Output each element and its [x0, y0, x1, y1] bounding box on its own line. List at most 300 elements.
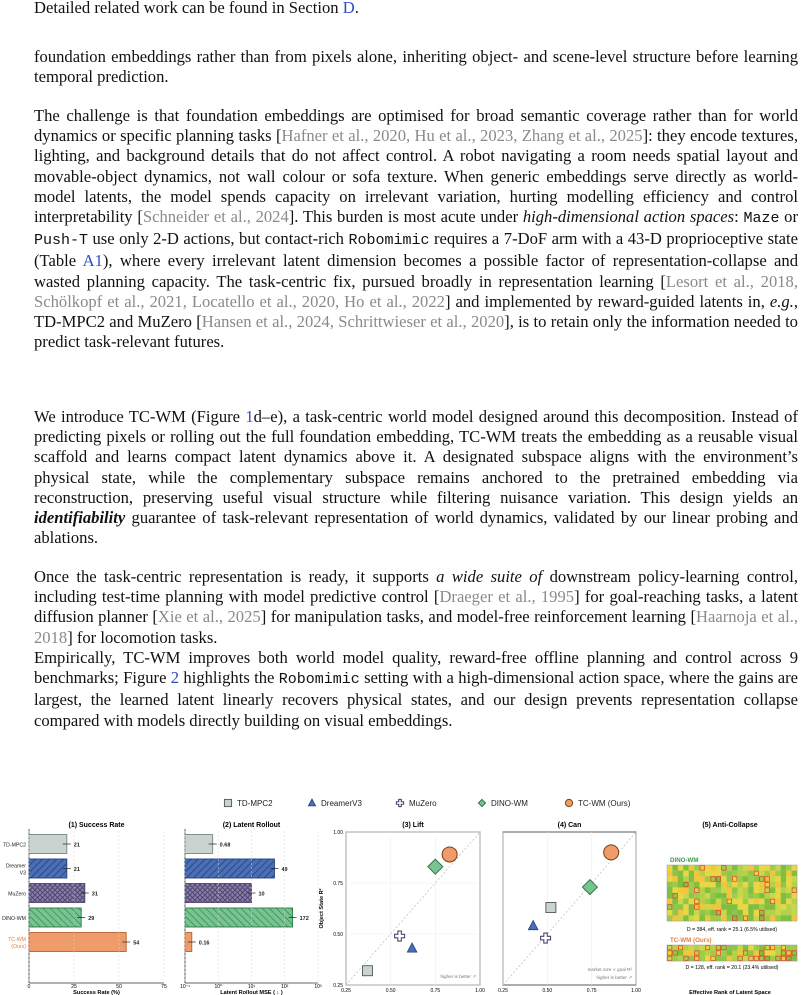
heatmap-cell: [732, 871, 738, 877]
heatmap-cell: [748, 910, 754, 916]
bar: [185, 908, 293, 927]
heatmap-cell: [759, 904, 765, 910]
heatmap-cell: [716, 882, 722, 888]
heatmap-cell: [792, 876, 798, 882]
heatmap-cell: [727, 865, 733, 871]
heatmap-cell: [754, 915, 760, 921]
heatmap-cell: [700, 945, 706, 951]
heatmap-cell: [678, 910, 684, 916]
x-tick-label: 10³: [314, 984, 322, 990]
heatmap-cell: [705, 876, 711, 882]
x-tick-label: 10²: [281, 984, 289, 990]
citation[interactable]: Haarnoja et al., 2018: [34, 607, 798, 647]
heatmap-cell: [786, 899, 792, 905]
heatmap-cell: [754, 904, 760, 910]
paragraph-downstream: Once the task-centric representation is ready, it supports a wide suite of downstream policy-learning control, including test-time planning with model predictive control [Draeger et al., 1995] for goal-reaching tasks, a latent diffusion planner [Xie et al., 2025] for manipulation tasks, and model-free reinforcement learning [Haarnoja et al., 2018] for locomotion tasks.: [34, 567, 798, 647]
heatmap-cell: [678, 956, 684, 962]
table-link[interactable]: A1: [82, 251, 103, 271]
heatmap-cell: [792, 915, 798, 921]
heatmap-cell: [737, 904, 743, 910]
heatmap-cell: [672, 882, 678, 888]
heatmap-cell: [727, 956, 733, 962]
legend-label: TD-MPC2: [237, 799, 273, 808]
heatmap-cell: [721, 893, 727, 899]
figure-link[interactable]: 2: [170, 668, 180, 688]
heatmap-cell: [737, 950, 743, 956]
heatmap-cell: [689, 899, 695, 905]
heatmap-cell: [683, 887, 689, 893]
heatmap-cell: [683, 904, 689, 910]
heatmap-cell: [716, 956, 722, 962]
scatter-point: [528, 921, 538, 930]
heatmap-cell: [743, 956, 749, 962]
scatter-point: [442, 847, 457, 862]
heatmap-cell: [759, 871, 765, 877]
heatmap-cell: [721, 915, 727, 921]
x-tick-label: 10⁰: [214, 984, 223, 990]
heatmap-cell: [770, 865, 776, 871]
heatmap-cell: [732, 893, 738, 899]
heatmap-cell: [770, 950, 776, 956]
heatmap-cell: [672, 887, 678, 893]
heatmap-cell: [727, 945, 733, 951]
heatmap-cell: [716, 899, 722, 905]
heatmap-cell: [727, 910, 733, 916]
category-label: Dreamer: [5, 863, 26, 870]
citation[interactable]: Lesort et al., 2018, Schölkopf et al., 2021, Locatello et al., 2020, Ho et al., 2022: [34, 271, 799, 311]
heatmap-cell: [786, 865, 792, 871]
annotation: higher is better ↗: [596, 975, 632, 980]
heatmap-cell: [743, 887, 749, 893]
scatter-point: [362, 966, 372, 976]
heatmap-cell: [748, 882, 754, 888]
annotation: higher is better ↗: [440, 974, 476, 979]
heatmap-cell: [786, 876, 792, 882]
scatter-point: [428, 859, 443, 874]
heatmap-cell: [700, 887, 706, 893]
heatmap-cell: [710, 915, 716, 921]
heatmap-cell: [737, 945, 743, 951]
category-label: TC-WM: [8, 937, 26, 943]
scatter-point: [604, 845, 619, 860]
heatmap-cell: [678, 893, 684, 899]
heatmap-cell: [683, 865, 689, 871]
heatmap-cell: [748, 899, 754, 905]
heatmap-cell: [754, 865, 760, 871]
heatmap-cell: [775, 887, 781, 893]
heatmap-cell: [781, 904, 787, 910]
heatmap-cell: [754, 945, 760, 951]
heatmap-cell: [710, 904, 716, 910]
heatmap-cell: [781, 876, 787, 882]
legend-label: DreamerV3: [321, 799, 362, 808]
heatmap-cell: [683, 910, 689, 916]
heatmap-cell: [727, 882, 733, 888]
x-tick-label: 0.50: [542, 988, 553, 994]
heatmap-cell: [689, 893, 695, 899]
heatmap-cell: [775, 945, 781, 951]
heatmap-cell: [689, 887, 695, 893]
citation[interactable]: Schneider et al., 2024: [142, 207, 289, 227]
scatter-point: [546, 902, 556, 912]
legend-marker: [565, 799, 572, 806]
heatmap-cell: [754, 876, 760, 882]
x-tick-label: 75: [161, 984, 167, 990]
heatmap-cell: [683, 915, 689, 921]
heatmap-cell: [765, 865, 771, 871]
heatmap-cell: [732, 945, 738, 951]
heatmap-cell: [678, 871, 684, 877]
x-axis-label: Effective Rank of Latent Space: [689, 990, 771, 995]
heatmap-cell: [689, 865, 695, 871]
heatmap-cell: [727, 950, 733, 956]
latent-rollout-chart: [180, 822, 322, 995]
heatmap-cell: [759, 945, 765, 951]
chart-title: (1) Success Rate: [68, 822, 125, 829]
value-label: 10: [258, 891, 265, 898]
heatmap-cell: [683, 876, 689, 882]
heatmap-cell: [694, 882, 700, 888]
heatmap-cell: [678, 915, 684, 921]
heatmap-cell: [748, 865, 754, 871]
heatmap-cell: [710, 871, 716, 877]
bar: [29, 835, 67, 854]
heatmap-cell: [683, 950, 689, 956]
heatmap-cell: [678, 865, 684, 871]
heatmap-cell: [754, 887, 760, 893]
heatmap-cell: [781, 910, 787, 916]
heatmap-cell: [770, 915, 776, 921]
x-tick-label: 25: [71, 984, 77, 990]
y-tick-label: 0.75: [333, 881, 343, 887]
heatmap-cell: [667, 882, 673, 888]
heatmap-cell: [683, 893, 689, 899]
heatmap-cell: [759, 882, 765, 888]
heatmap-cell: [705, 865, 711, 871]
citation[interactable]: Hafner et al., 2020, Hu et al., 2023, Zhang et al., 2025: [281, 126, 643, 146]
heatmap-cell: [678, 950, 684, 956]
heatmap-cell: [705, 899, 711, 905]
x-tick-label: 50: [116, 984, 122, 990]
heatmap-cell: [737, 899, 743, 905]
heatmap-cell: [689, 956, 695, 962]
heatmap-cell: [705, 956, 711, 962]
heatmap-cell: [759, 887, 765, 893]
heatmap-cell: [792, 865, 798, 871]
heatmap-cell: [672, 876, 678, 882]
heatmap-cell: [765, 915, 771, 921]
heatmap-cell: [721, 876, 727, 882]
heatmap-cell: [721, 887, 727, 893]
heatmap-cell: [748, 950, 754, 956]
heatmap-cell: [667, 893, 673, 899]
heatmap-cell: [683, 945, 689, 951]
heatmap-cell: [710, 893, 716, 899]
bar: [29, 933, 126, 952]
heatmap-cell: [694, 910, 700, 916]
heatmap-cell: [678, 899, 684, 905]
figure-link[interactable]: 1: [245, 407, 254, 426]
citation[interactable]: Draeger et al., 1995: [439, 587, 575, 607]
heatmap-cell: [710, 882, 716, 888]
heatmap-cell: [775, 904, 781, 910]
heatmap-cell: [700, 876, 706, 882]
heatmap-cell: [792, 893, 798, 899]
heatmap-cell: [672, 865, 678, 871]
y-tick-label: 1.00: [333, 830, 343, 836]
heatmap-cell: [683, 899, 689, 905]
heatmap-cell: [770, 882, 776, 888]
value-label: 172: [299, 916, 309, 922]
value-label: 49: [281, 867, 288, 873]
heatmap-cell: [748, 893, 754, 899]
heatmap-cell: [786, 887, 792, 893]
heatmap-cell: [667, 899, 673, 905]
heatmap-cell: [743, 899, 749, 905]
category-label: MuZero: [8, 891, 26, 898]
heatmap-cell: [667, 915, 673, 921]
heatmap-cell: [743, 865, 749, 871]
heatmap-cell: [775, 871, 781, 877]
chart-title: (4) Can: [557, 822, 582, 829]
heatmap-cell: [765, 871, 771, 877]
panel-caption: D = 384, eff. rank = 25.1 (6.5% utilised): [686, 927, 778, 933]
value-label: 21: [73, 842, 80, 849]
heatmap-cell: [743, 904, 749, 910]
heatmap-cell: [672, 871, 678, 877]
paragraph-intro-end: foundation embeddings rather than from pixels alone, inheriting object- and scene-level structure before learning temporal prediction.: [34, 47, 798, 87]
heatmap-cell: [689, 915, 695, 921]
bar: [29, 859, 67, 878]
heatmap-cell: [732, 899, 738, 905]
heatmap-cell: [705, 887, 711, 893]
heatmap-cell: [754, 910, 760, 916]
heatmap-cell: [786, 915, 792, 921]
category-label: DINO-WM: [2, 916, 26, 922]
legend-marker: [396, 799, 403, 806]
citation[interactable]: Hansen et al., 2024, Schrittwieser et al., 2020: [201, 312, 505, 332]
heatmap-cell: [700, 893, 706, 899]
x-tick-label: 1.00: [631, 988, 641, 994]
heatmap-cell: [721, 899, 727, 905]
category-label: (Ours): [11, 944, 26, 950]
heatmap-cell: [737, 865, 743, 871]
heatmap-cell: [748, 904, 754, 910]
y-axis-label: Object State R²: [319, 888, 325, 929]
heatmap-cell: [716, 887, 722, 893]
heatmap-cell: [775, 899, 781, 905]
bar: [29, 884, 85, 903]
scatter-point: [407, 943, 417, 952]
heatmap-cell: [786, 945, 792, 951]
heatmap-cell: [700, 910, 706, 916]
heatmap-cell: [727, 893, 733, 899]
panel-label: TC-WM (Ours): [670, 937, 712, 944]
heatmap-cell: [781, 887, 787, 893]
heatmap-cell: [754, 899, 760, 905]
value-label: 0.68: [219, 842, 231, 849]
heatmap-cell: [732, 956, 738, 962]
heatmap-cell: [700, 956, 706, 962]
heatmap-cell: [710, 910, 716, 916]
heatmap-cell: [770, 893, 776, 899]
x-axis-label: Latent Rollout MSE ( ↓ ): [220, 990, 283, 995]
value-label: 0.16: [198, 940, 210, 947]
heatmap-cell: [667, 865, 673, 871]
bar: [185, 835, 213, 854]
heatmap-cell: [737, 882, 743, 888]
heatmap-cell: [716, 915, 722, 921]
heatmap-cell: [732, 910, 738, 916]
heatmap-cell: [672, 945, 678, 951]
heatmap-cell: [792, 956, 798, 962]
y-tick-label: 0.25: [333, 983, 343, 989]
heatmap-cell: [792, 945, 798, 951]
success-rate-chart: [2, 822, 167, 995]
heatmap-cell: [672, 910, 678, 916]
heatmap-cell: [786, 910, 792, 916]
heatmap-cell: [775, 915, 781, 921]
heatmap-cell: [694, 893, 700, 899]
heatmap-cell: [775, 882, 781, 888]
heatmap-cell: [765, 899, 771, 905]
heatmap-cell: [754, 950, 760, 956]
citation[interactable]: Xie et al., 2025: [157, 607, 261, 627]
heatmap-cell: [748, 871, 754, 877]
heatmap-cell: [792, 899, 798, 905]
heatmap-cell: [775, 865, 781, 871]
heatmap-cell: [786, 882, 792, 888]
heatmap-cell: [727, 887, 733, 893]
heatmap-cell: [743, 876, 749, 882]
heatmap-cell: [700, 871, 706, 877]
heatmap-cell: [705, 871, 711, 877]
heatmap-cell: [727, 915, 733, 921]
heatmap-cell: [721, 910, 727, 916]
heatmap-cell: [727, 904, 733, 910]
heatmap-cell: [770, 956, 776, 962]
heatmap-cell: [716, 871, 722, 877]
heatmap-cell: [737, 887, 743, 893]
heatmap-cell: [667, 887, 673, 893]
scatter-point: [395, 931, 405, 941]
heatmap-cell: [700, 904, 706, 910]
heatmap-cell: [705, 882, 711, 888]
heatmap-cell: [743, 882, 749, 888]
heatmap-cell: [737, 910, 743, 916]
anti-collapse-panel: [667, 822, 797, 995]
heatmap-cell: [721, 950, 727, 956]
heatmap-cell: [775, 876, 781, 882]
panel-caption: D = 128, eff. rank = 20.1 (23.4% utilised): [685, 965, 779, 971]
figure-legend: [224, 799, 630, 808]
panel-label: DINO-WM: [670, 857, 699, 864]
y-tick-label: 0.50: [333, 932, 343, 938]
heatmap-cell: [721, 956, 727, 962]
heatmap-cell: [700, 915, 706, 921]
lift-scatter-chart: [318, 822, 485, 995]
heatmap-cell: [716, 904, 722, 910]
heatmap-cell: [683, 871, 689, 877]
figure-2: [0, 795, 804, 995]
legend-label: MuZero: [409, 799, 437, 808]
heatmap-cell: [743, 893, 749, 899]
heatmap-cell: [748, 876, 754, 882]
category-label: TD-MPC2: [2, 842, 26, 849]
section-link[interactable]: D: [342, 0, 355, 17]
heatmap-cell: [710, 950, 716, 956]
heatmap-cell: [737, 871, 743, 877]
heatmap-cell: [775, 950, 781, 956]
legend-label: DINO-WM: [491, 799, 528, 808]
heatmap-cell: [737, 876, 743, 882]
heatmap-cell: [781, 871, 787, 877]
bar: [29, 908, 81, 927]
diagonal-reference: [346, 832, 480, 985]
heatmap-cell: [781, 865, 787, 871]
heatmap-cell: [748, 887, 754, 893]
heatmap-cell: [737, 915, 743, 921]
heatmap-cell: [748, 915, 754, 921]
scatter-point: [582, 880, 597, 895]
heatmap-cell: [667, 876, 673, 882]
heatmap-cell: [672, 915, 678, 921]
annotation: marker size ∝ goal R²: [587, 967, 632, 972]
x-tick-label: 0.75: [586, 988, 597, 994]
bar: [185, 859, 274, 878]
heatmap-cell: [721, 904, 727, 910]
x-tick-label: 0.75: [430, 988, 441, 994]
x-tick-label: 0.25: [341, 988, 351, 994]
heatmap-cell: [721, 871, 727, 877]
heatmap-cell: [694, 876, 700, 882]
heatmap-cell: [667, 910, 673, 916]
heatmap-cell: [732, 865, 738, 871]
heatmap-cell: [689, 876, 695, 882]
heatmap-cell: [694, 865, 700, 871]
legend-label: TC-WM (Ours): [578, 799, 631, 808]
heatmap-cell: [770, 871, 776, 877]
x-tick-label: 10¹: [247, 984, 256, 990]
heatmap-cell: [754, 893, 760, 899]
heatmap-cell: [765, 950, 771, 956]
x-tick-label: 0: [27, 984, 31, 990]
heatmap-cell: [781, 882, 787, 888]
chart-title: (5) Anti-Collapse: [702, 822, 758, 829]
heatmap-cell: [737, 893, 743, 899]
heatmap-cell: [700, 950, 706, 956]
heatmap-cell: [710, 887, 716, 893]
heatmap-cell: [678, 904, 684, 910]
heatmap-cell: [689, 910, 695, 916]
heatmap-cell: [770, 904, 776, 910]
scatter-point: [541, 933, 551, 943]
heatmap-cell: [759, 865, 765, 871]
heatmap-cell: [672, 899, 678, 905]
heatmap-cell: [781, 893, 787, 899]
heatmap-cell: [689, 945, 695, 951]
heatmap-cell: [732, 882, 738, 888]
heatmap-cell: [781, 899, 787, 905]
heatmap-cell: [700, 882, 706, 888]
heatmap-cell: [727, 871, 733, 877]
heatmap-cell: [710, 945, 716, 951]
heatmap-cell: [694, 945, 700, 951]
heatmap-cell: [743, 910, 749, 916]
heatmap-cell: [786, 904, 792, 910]
heatmap-cell: [689, 950, 695, 956]
heatmap-cell: [770, 910, 776, 916]
